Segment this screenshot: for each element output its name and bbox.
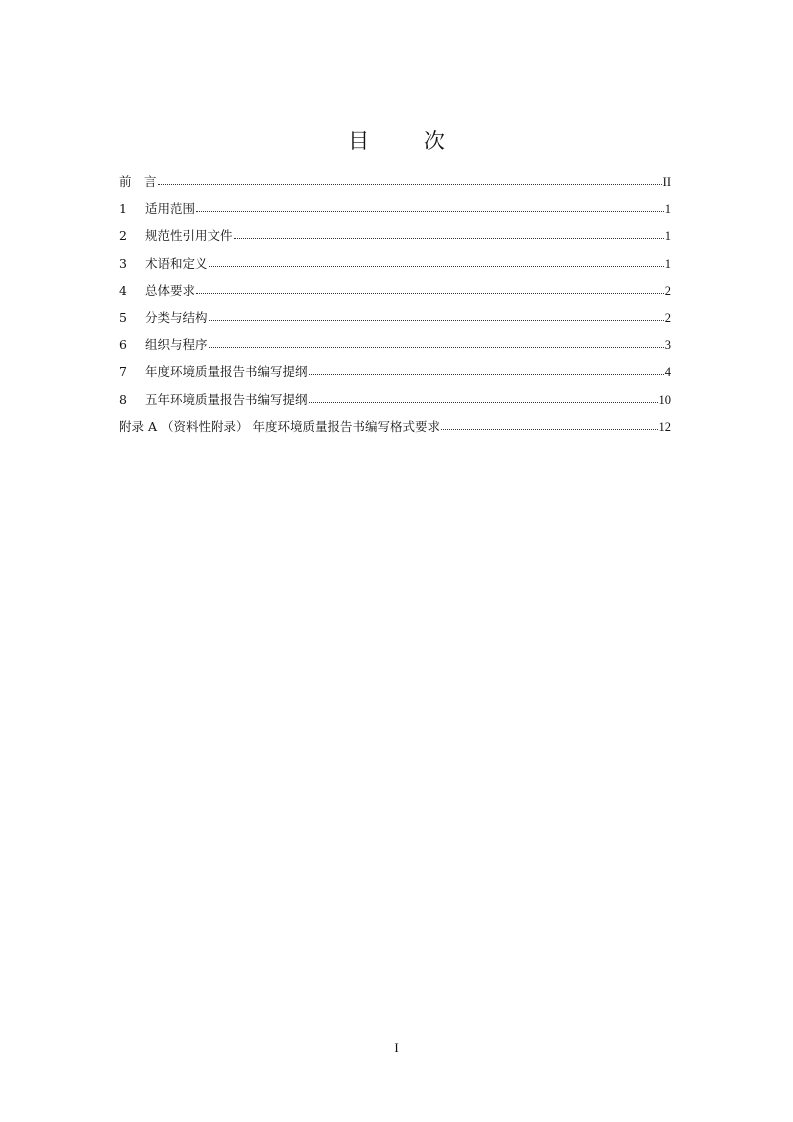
- toc-entry-6[interactable]: [119, 335, 671, 362]
- toc-entry-page: 2: [664, 283, 671, 298]
- toc-dot-leader: [209, 256, 664, 268]
- page-title: 目 次: [348, 129, 469, 153]
- toc-entry-label: 附录 A （资料性附录） 年度环境质量报告书编写格式要求: [119, 418, 440, 434]
- toc-entry-page: 4: [664, 365, 671, 380]
- toc-dot-leader: [234, 228, 664, 240]
- toc-dot-leader: [209, 310, 664, 322]
- toc-entry-label: 组织与程序: [145, 337, 208, 353]
- toc-entry-7[interactable]: [119, 362, 671, 389]
- toc-dot-leader: [196, 201, 664, 213]
- toc-entry-2[interactable]: [119, 226, 671, 253]
- toc-entry-page: 10: [658, 392, 671, 407]
- toc-dot-leader: [441, 419, 658, 431]
- toc-entry-label: 规范性引用文件: [145, 228, 233, 244]
- toc-entry-page: II: [662, 175, 671, 189]
- toc-entry-label: 年度环境质量报告书编写提纲: [145, 364, 308, 380]
- toc-entry-label: 分类与结构: [145, 309, 208, 325]
- toc-entry-number: 5: [119, 309, 127, 325]
- toc-dot-leader: [309, 364, 664, 376]
- toc-entry-1[interactable]: [119, 199, 671, 226]
- toc-entry-number: 7: [119, 364, 127, 380]
- page-number: I: [394, 1040, 399, 1055]
- toc-entry-foreword[interactable]: [119, 172, 671, 199]
- toc-dot-leader: [209, 337, 664, 349]
- toc-entry-page: 1: [664, 229, 671, 244]
- toc-entry-appendix-a[interactable]: [119, 417, 671, 444]
- toc-entry-number: 2: [119, 228, 127, 244]
- toc-entry-page: 2: [664, 310, 671, 325]
- toc-entry-label: 总体要求: [145, 282, 196, 298]
- toc-entry-page: 1: [664, 256, 671, 271]
- toc-dot-leader: [196, 283, 664, 295]
- toc-entry-label: 五年环境质量报告书编写提纲: [145, 391, 308, 407]
- toc-entry-4[interactable]: [119, 281, 671, 308]
- toc-dot-leader: [309, 392, 658, 404]
- toc-entry-8[interactable]: [119, 390, 671, 417]
- toc-entry-page: 1: [664, 202, 671, 217]
- toc-entry-number: 4: [119, 282, 127, 298]
- toc-entry-number: 3: [119, 255, 127, 271]
- toc-entry-page: 12: [658, 419, 671, 434]
- toc-entry-5[interactable]: [119, 308, 671, 335]
- table-of-contents: [119, 172, 671, 444]
- toc-entry-number: 8: [119, 391, 127, 407]
- toc-entry-label: 前 言: [119, 174, 157, 189]
- toc-entry-label: 术语和定义: [145, 255, 208, 271]
- toc-entry-number: 6: [119, 337, 127, 353]
- toc-entry-page: 3: [664, 338, 671, 353]
- toc-dot-leader: [158, 174, 662, 186]
- toc-entry-label: 适用范围: [145, 201, 196, 217]
- toc-entry-3[interactable]: [119, 254, 671, 281]
- toc-entry-number: 1: [119, 201, 127, 217]
